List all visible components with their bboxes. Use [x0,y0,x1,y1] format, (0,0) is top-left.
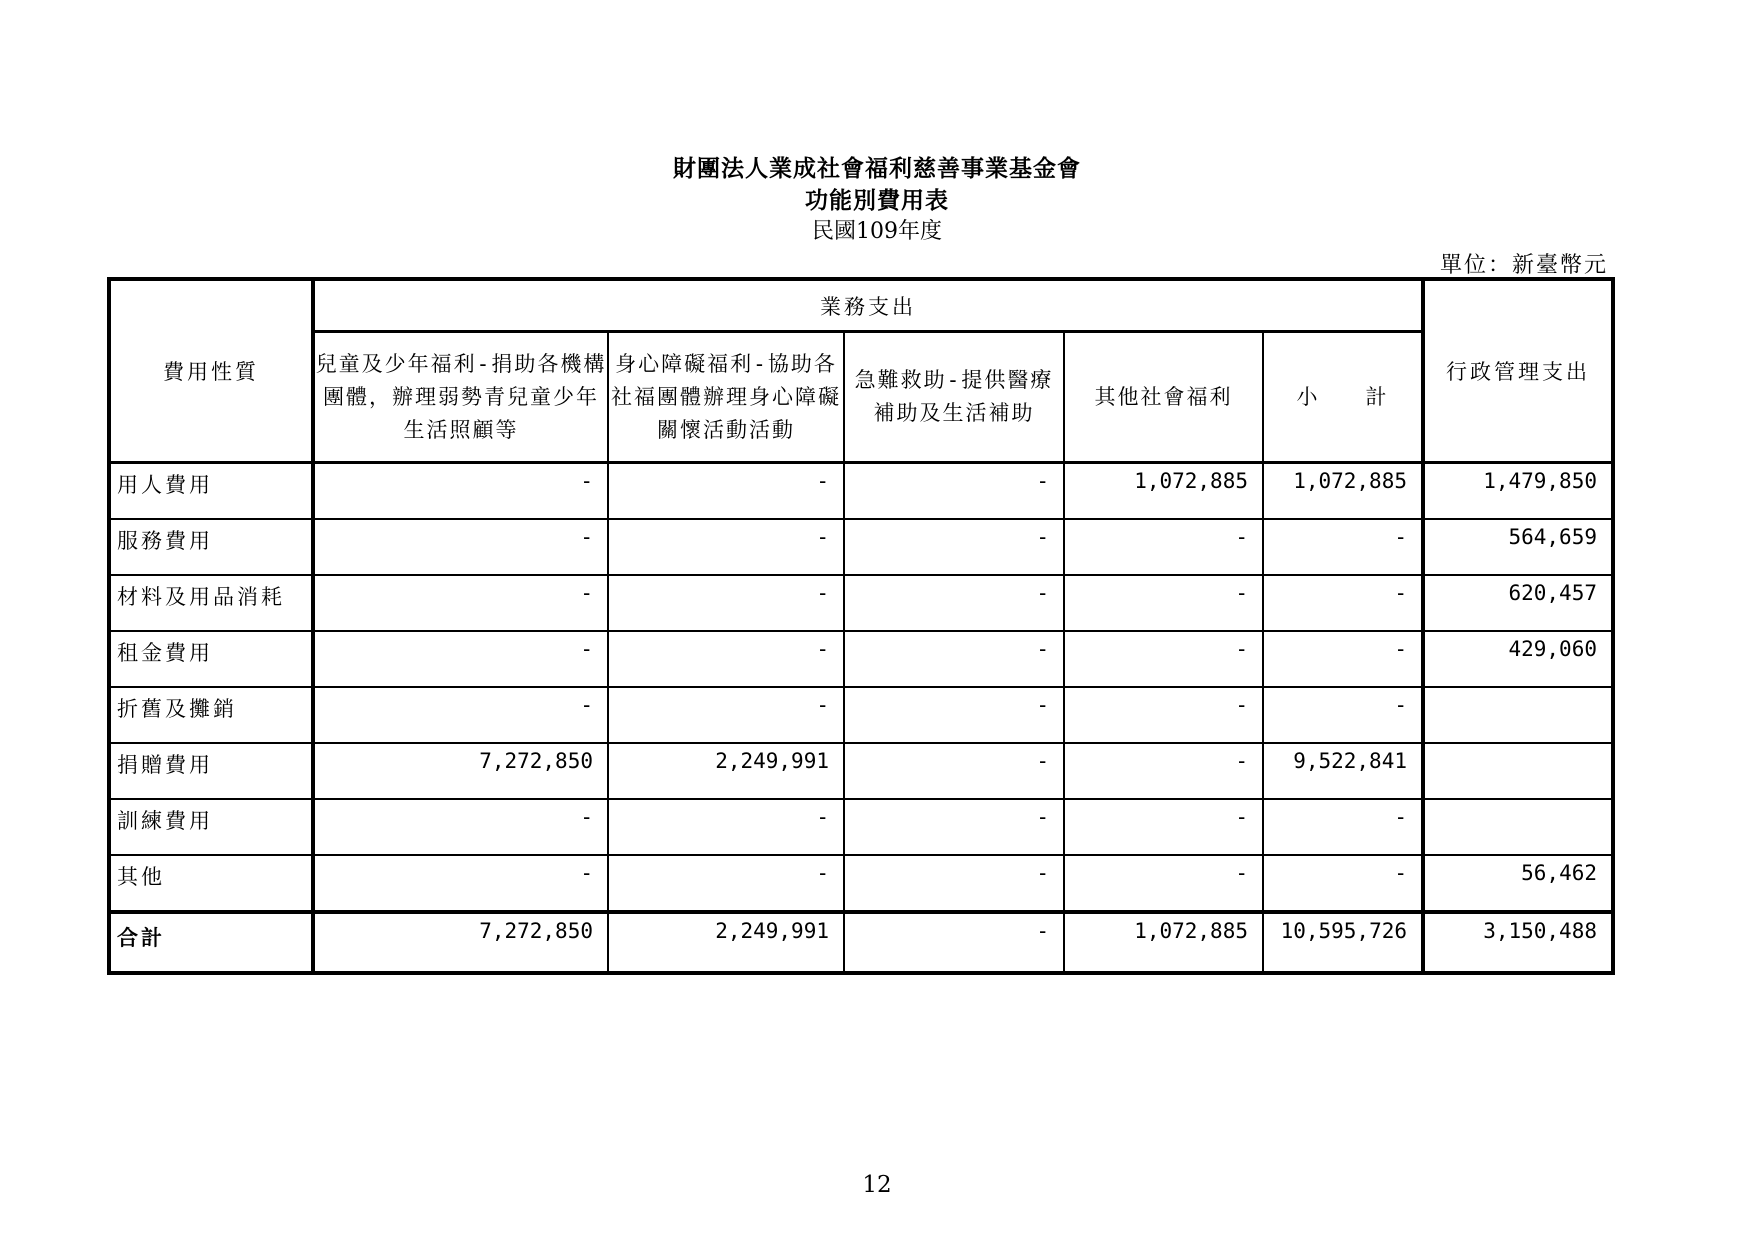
table-cell: - [1263,855,1423,912]
column-header: 急難救助-提供醫療補助及生活補助 [844,332,1064,463]
table-cell: 429,060 [1423,631,1613,687]
table-cell: - [1064,519,1263,575]
row-label: 捐贈費用 [109,743,313,799]
table-cell: - [844,743,1064,799]
table-cell: - [608,631,844,687]
currency-unit: 單位：新臺幣元 [1439,253,1608,278]
table-cell: - [608,855,844,912]
table-cell: 1,072,885 [1064,912,1263,973]
row-label: 服務費用 [109,519,313,575]
table-cell: - [1064,631,1263,687]
table-subheader-row [109,332,1613,463]
table-cell: - [313,631,608,687]
organization-name: 財團法人業成社會福利慈善事業基金會 [673,155,1081,182]
column-header: 身心障礙福利-協助各社福團體辦理身心障礙關懷活動活動 [608,332,844,463]
table-cell: - [313,463,608,520]
table-cell: - [1263,687,1423,743]
table-cell: 1,479,850 [1423,463,1613,520]
table-cell: - [608,575,844,631]
table-row [109,799,1613,855]
table-cell: - [1263,799,1423,855]
table-cell: - [608,687,844,743]
column-header: 其他社會福利 [1064,332,1263,463]
table-cell: - [844,799,1064,855]
page-number: 12 [862,1172,892,1198]
table-cell: - [313,687,608,743]
column-header: 兒童及少年福利-捐助各機構團體，辦理弱勢青兒童少年生活照顧等 [313,332,608,463]
table-cell [1423,743,1613,799]
row-label: 租金費用 [109,631,313,687]
table-row [109,855,1613,912]
table-row [109,519,1613,575]
table-cell: - [1064,575,1263,631]
row-label: 合計 [109,912,313,973]
table-cell [1423,687,1613,743]
table-cell: 1,072,885 [1263,463,1423,520]
table-cell: - [313,855,608,912]
table-row [109,687,1613,743]
table-cell: - [313,519,608,575]
table-cell: - [313,575,608,631]
table-cell: - [1263,519,1423,575]
row-label: 訓練費用 [109,799,313,855]
table-cell: - [608,519,844,575]
table-cell: - [1064,743,1263,799]
table-cell: - [1263,575,1423,631]
table-cell: 7,272,850 [313,743,608,799]
table-cell: - [1263,631,1423,687]
table-cell: 3,150,488 [1423,912,1613,973]
row-label: 其他 [109,855,313,912]
admin-expense-header: 行政管理支出 [1423,279,1613,463]
total-row [109,912,1613,973]
table-cell: - [844,687,1064,743]
table-row [109,631,1613,687]
table-cell: - [844,519,1064,575]
table-cell: - [608,463,844,520]
row-label: 用人費用 [109,463,313,520]
table-cell: 10,595,726 [1263,912,1423,973]
table-cell: - [844,575,1064,631]
table-row [109,743,1613,799]
expense-nature-header: 費用性質 [109,279,313,463]
table-cell: - [844,912,1064,973]
table-cell: 2,249,991 [608,743,844,799]
table-cell: - [1064,855,1263,912]
report-period: 民國109年度 [812,219,942,244]
table-cell: - [1064,799,1263,855]
table-cell: 620,457 [1423,575,1613,631]
table-cell: 9,522,841 [1263,743,1423,799]
table-cell: - [608,799,844,855]
table-cell: 1,072,885 [1064,463,1263,520]
table-cell [1423,799,1613,855]
report-title: 功能別費用表 [805,187,949,214]
row-label: 折舊及攤銷 [109,687,313,743]
table-cell: - [844,631,1064,687]
table-row [109,575,1613,631]
table-cell: - [844,855,1064,912]
subtotal-column-header: 小 計 [1263,332,1423,463]
table-cell: 564,659 [1423,519,1613,575]
table-cell: - [1064,687,1263,743]
table-cell: - [313,799,608,855]
table-cell: 7,272,850 [313,912,608,973]
functional-expense-table [107,277,1615,975]
table-cell: 2,249,991 [608,912,844,973]
table-header-row [109,279,1613,332]
table-row [109,463,1613,520]
operations-group-header: 業務支出 [313,279,1423,332]
table-cell: - [844,463,1064,520]
row-label: 材料及用品消耗 [109,575,313,631]
table-cell: 56,462 [1423,855,1613,912]
